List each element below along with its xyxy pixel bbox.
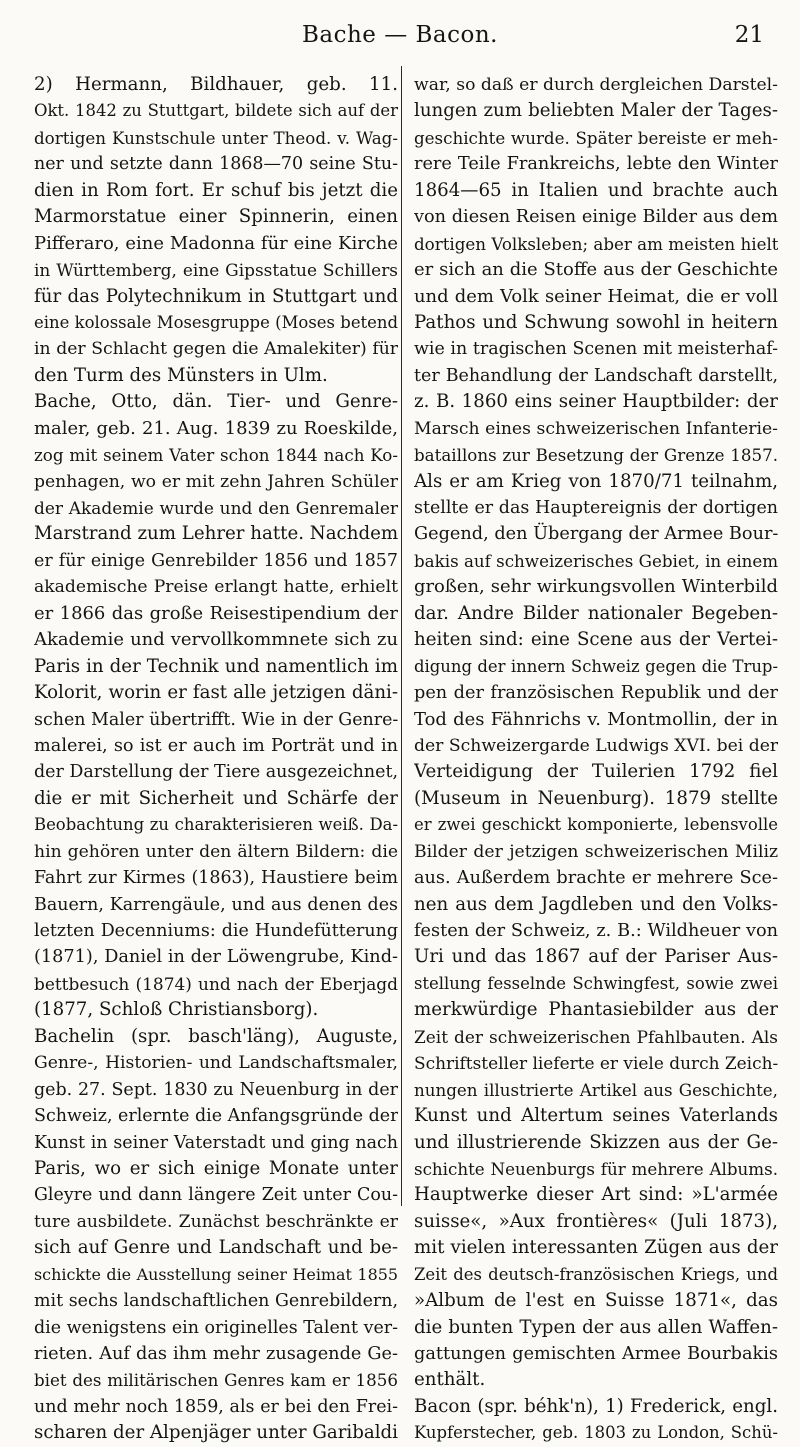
text-line: Beobachtung zu charakterisieren weiß. Da- <box>34 815 398 835</box>
text-line: merkwürdige Phantasiebilder aus der <box>414 999 778 1021</box>
text-line: stellte er das Hauptereignis der dortigen <box>414 498 778 518</box>
text-line: Schriftsteller lieferte er viele durch Zeich- <box>414 1053 778 1074</box>
text-line: eine kolossale Mosesgruppe (Moses betend <box>34 312 398 332</box>
text-line: Bauern, Karrengäule, und aus denen des <box>34 894 398 915</box>
text-line: lungen zum beliebten Maler der Tages- <box>414 100 778 122</box>
text-line: suisse«, »Aux frontières« (Juli 1873), <box>414 1210 778 1232</box>
text-line: hin gehören unter den ältern Bildern: die <box>34 841 398 862</box>
text-line: Bacon (spr. béhk'n), 1) Frederick, engl. <box>414 1395 778 1417</box>
text-line: Uri und das 1867 auf der Pariser Aus- <box>414 946 778 968</box>
running-title: Bache — Bacon. <box>301 22 498 48</box>
text-line: zog mit seinem Vater schon 1844 nach Ko- <box>34 445 398 466</box>
text-line: er sich an die Stoffe aus der Geschichte <box>414 259 778 281</box>
text-line: er zwei geschickt komponierte, lebensvolle <box>414 815 778 835</box>
text-line: Tod des Fähnrichs v. Montmollin, der in <box>414 708 778 730</box>
text-line: die bunten Typen der aus allen Waffen- <box>414 1316 778 1338</box>
text-line: schichte Neuenburgs für mehrere Albums. <box>414 1158 778 1179</box>
text-line: bakis auf schweizerisches Gebiet, in einem <box>414 550 778 571</box>
text-line: von diesen Reisen einige Bilder aus dem <box>414 207 778 228</box>
text-line: maler, geb. 21. Aug. 1839 zu Roeskilde, <box>34 417 398 439</box>
text-line: der Akademie wurde und den Genremaler <box>34 498 398 518</box>
text-line: pen der französischen Republik und der <box>414 683 778 704</box>
text-line: digung der innern Schweiz gegen die Trup- <box>414 656 778 676</box>
text-line: rere Teile Frankreichs, lebte den Winter <box>414 154 778 175</box>
text-line: (Museum in Neuenburg). 1879 stellte <box>414 787 778 809</box>
text-line: Okt. 1842 zu Stuttgart, bildete sich auf der <box>34 101 398 121</box>
text-line: und mehr noch 1859, als er bei den Frei- <box>34 1396 398 1417</box>
text-line: schickte die Ausstellung seiner Heimat 1855 <box>34 1264 398 1284</box>
text-line: er 1866 das große Reisestipendium der <box>34 602 398 624</box>
text-line: stellung fesselnde Schwingfest, sowie zwei <box>414 973 778 993</box>
text-line: (1871), Daniel in der Löwengrube, Kind- <box>34 947 398 968</box>
text-line: biet des militärischen Genres kam er 1856 <box>34 1370 398 1391</box>
text-line: mit vielen interessanten Zügen aus der <box>414 1237 778 1259</box>
text-line: für das Polytechnikum in Stuttgart und <box>34 285 398 307</box>
text-line: dar. Andre Bilder nationaler Begeben- <box>414 602 778 624</box>
text-line: Kupferstecher, geb. 1803 zu London, Schü- <box>414 1423 778 1443</box>
running-header <box>36 16 764 60</box>
text-line: nen aus dem Jagdleben und den Volks- <box>414 893 778 915</box>
text-line: Gegend, den Übergang der Armee Bour- <box>414 524 778 545</box>
text-line: scharen der Alpenjäger unter Garibaldi <box>34 1422 398 1444</box>
text-line: mit sechs landschaftlichen Genrebildern, <box>34 1291 398 1312</box>
text-line: nungen illustrierte Artikel aus Geschichte, <box>414 1079 778 1100</box>
text-line: Gleyre und dann längere Zeit unter Cou- <box>34 1185 398 1206</box>
text-line: Genre-, Historien- und Landschaftsmaler, <box>34 1053 398 1074</box>
text-line: dortigen Volksleben; aber am meisten hielt <box>414 233 778 254</box>
column-divider <box>401 66 402 1206</box>
text-line: 1864—65 in Italien und brachte auch <box>414 179 778 201</box>
text-line: sich auf Genre und Landschaft und be- <box>34 1237 398 1259</box>
text-line: festen der Schweiz, z. B.: Wildheuer von <box>414 921 778 941</box>
text-line: Bachelin (spr. basch'läng), Auguste, <box>34 1025 398 1047</box>
text-line: Paris in der Technik und namentlich im <box>34 655 398 677</box>
text-line: geb. 27. Sept. 1830 zu Neuenburg in der <box>34 1079 398 1100</box>
text-line: rieten. Auf das ihm mehr zusagende Ge- <box>34 1344 398 1364</box>
text-line: Kunst und Altertum seines Vaterlands <box>414 1105 778 1127</box>
text-line: war, so daß er durch dergleichen Darstel- <box>414 75 778 95</box>
text-line: und dem Volk seiner Heimat, die er voll <box>414 285 778 307</box>
text-line: die wenigstens ein originelles Talent ver- <box>34 1317 398 1338</box>
text-line: malerei, so ist er auch im Porträt und in <box>34 735 398 756</box>
text-line: der Schweizergarde Ludwigs XVI. bei der <box>414 735 778 756</box>
text-line: Zeit der schweizerischen Pfahlbauten. Als <box>414 1026 778 1047</box>
text-line: Marmorstatue einer Spinnerin, einen <box>34 206 398 228</box>
text-line: der Darstellung der Tiere ausgezeichnet, <box>34 762 398 783</box>
text-line: wie in tragischen Scenen mit meisterhaf- <box>414 339 778 360</box>
text-line: in der Schlacht gegen die Amalekiter) für <box>34 339 398 360</box>
text-line: bettbesuch (1874) und nach der Eberjagd <box>34 973 398 994</box>
text-line: Bache, Otto, dän. Tier- und Genre- <box>34 391 398 413</box>
text-line: Hauptwerke dieser Art sind: »L'armée <box>414 1184 778 1206</box>
text-line: geschichte wurde. Später bereiste er meh- <box>414 127 778 148</box>
text-line: Paris, wo er sich einige Monate unter <box>34 1157 398 1179</box>
text-line: Kunst in seiner Vaterstadt und ging nach <box>34 1132 398 1153</box>
text-line: Marstrand zum Lehrer hatte. Nachdem <box>34 523 398 545</box>
text-line: bataillons zur Besetzung der Grenze 1857. <box>414 445 778 466</box>
right-column <box>414 72 778 1447</box>
text-line: die er mit Sicherheit und Schärfe der <box>34 787 398 809</box>
text-line: z. B. 1860 eins seiner Hauptbilder: der <box>414 391 778 413</box>
text-line: in Württemberg, eine Gipsstatue Schillers <box>34 260 398 281</box>
text-line: aus. Außerdem brachte er mehrere Sce- <box>414 868 778 889</box>
text-line: Zeit des deutsch-französischen Kriegs, und <box>414 1264 778 1284</box>
text-line: Kolorit, worin er fast alle jetzigen däni- <box>34 682 398 704</box>
text-line: den Turm des Münsters in Ulm. <box>34 364 328 386</box>
text-line: ter Behandlung der Landschaft darstellt, <box>414 365 778 386</box>
text-line: Marsch eines schweizerischen Infanterie- <box>414 418 778 439</box>
text-line: akademische Preise erlangt hatte, erhielt <box>34 577 398 598</box>
text-line: heiten sind: eine Scene aus der Vertei- <box>414 629 778 651</box>
left-column <box>34 72 398 1447</box>
text-line: Schweiz, erlernte die Anfangsgründe der <box>34 1106 398 1127</box>
text-line: und illustrierende Skizzen aus der Ge- <box>414 1131 778 1153</box>
text-line: gattungen gemischten Armee Bourbakis <box>414 1344 778 1364</box>
text-line: schen Maler übertrifft. Wie in der Genre- <box>34 709 398 730</box>
text-line: penhagen, wo er mit zehn Jahren Schüler <box>34 471 398 492</box>
text-line: enthält. <box>414 1369 486 1391</box>
text-line: Als er am Krieg von 1870/71 teilnahm, <box>414 470 778 492</box>
text-line: Fahrt zur Kirmes (1863), Haustiere beim <box>34 868 398 889</box>
text-line: er für einige Genrebilder 1856 und 1857 <box>34 550 398 571</box>
text-line: Pifferaro, eine Madonna für eine Kirche <box>34 232 398 254</box>
text-line: Pathos und Schwung sowohl in heitern <box>414 311 778 333</box>
text-line: Akademie und vervollkommnete sich zu <box>34 629 398 651</box>
text-line: Verteidigung der Tuilerien 1792 fiel <box>414 761 778 783</box>
text-line: (1877, Schloß Christiansborg). <box>34 999 319 1021</box>
text-line: dortigen Kunstschule unter Theod. v. Wag- <box>34 127 398 148</box>
text-line: dien in Rom fort. Er schuf bis jetzt die <box>34 179 398 201</box>
text-line: großen, sehr wirkungsvollen Winterbild <box>414 576 778 598</box>
text-line: ture ausbildete. Zunächst beschränkte er <box>34 1211 398 1232</box>
page-number: 21 <box>734 22 764 48</box>
text-line: ner und setzte dann 1868—70 seine Stu- <box>34 154 398 175</box>
text-line: letzten Decenniums: die Hundefütterung <box>34 921 398 941</box>
text-line: »Album de l'est en Suisse 1871«, das <box>414 1290 778 1312</box>
text-line: 2) Hermann, Bildhauer, geb. 11. <box>34 74 398 95</box>
text-line: Bilder der jetzigen schweizerischen Miliz <box>414 841 778 862</box>
